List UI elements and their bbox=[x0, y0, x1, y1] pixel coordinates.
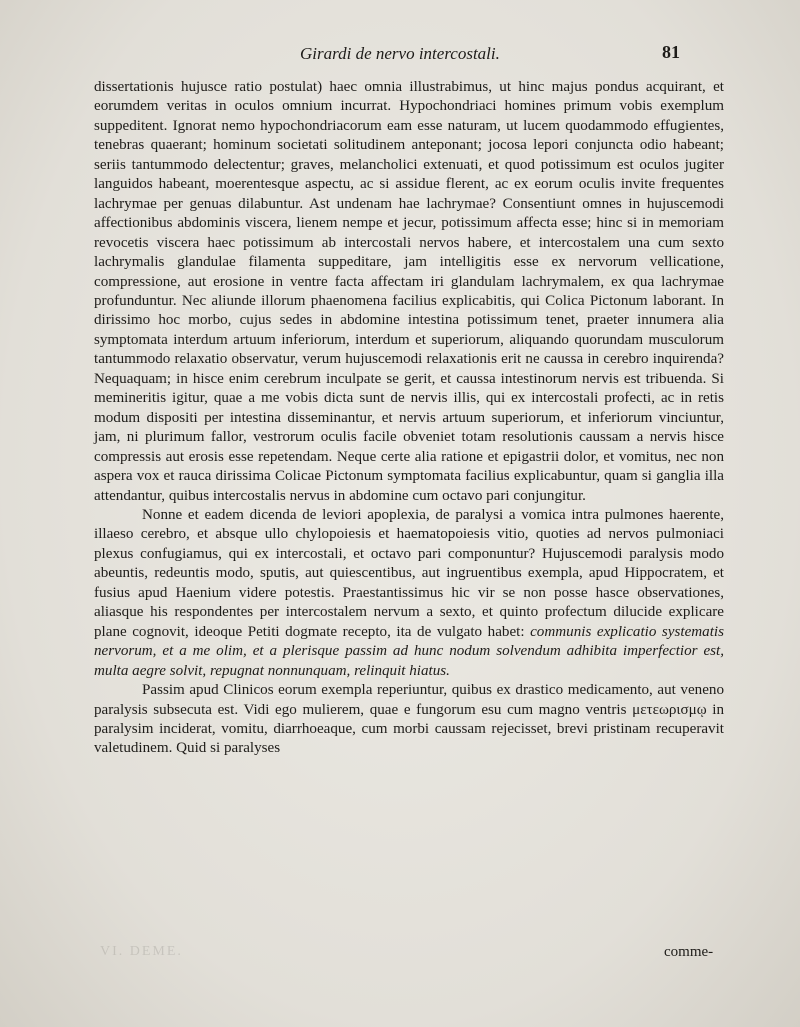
page-number: 81 bbox=[662, 42, 680, 62]
paragraph-text: Passim apud Clinicos eorum exempla reperiuntur, quibus ex drastico medicamento, aut veneno paralysis subsecuta est. Vidi ego mulierem, quae e fungorum esu cum magno ventris μετεωρισμῳ in paralysim inciderat, vomitu, diarrhoeaque, cum morbi caussam rejecisset, brevi pristinam recuperavit valetudinem. Quid si paralyses bbox=[94, 682, 724, 757]
catchword: comme- bbox=[664, 944, 714, 960]
paragraph-continuation bbox=[94, 78, 724, 506]
running-title: Girardi de nervo intercostali. bbox=[300, 44, 500, 63]
italic-quotation: communis explicatio systematis nervorum, et a me olim, et a plerisque passim ad hunc nodum solvendum adhibita imperfectior est, multa aegre solvit, repugnat nonnunquam, relinquit hiatus. bbox=[94, 623, 724, 679]
paragraph-text: Nonne et eadem dicenda de leviori apoplexia, de paralysi a vomica intra pulmones haerente, illaeso cerebro, et absque ullo chylopoiesis et haematopoiesis vitio, quoties ad nervos pulmoniaci plexus confugiamus, qui ex intercostali, et octavo pari componuntur? Hujuscemodi paralysis modo abeuntis, redeuntis modo, sputis, aut quiescentibus, aut ingruentibus exempla, apud Hippocratem, et fusius apud Haenium videre potestis. Praestantissimus hic vir se non posse hasce observationes, aliasque his respondentes per intercostalem nervum a sexto, et quinto profectum dilucide explicare plane cognovit, ideoque Petiti dogmate recepto, ita de vulgato habet: bbox=[94, 506, 724, 640]
paragraph-apoplexia bbox=[94, 506, 724, 681]
paragraph-text: dissertationis hujusce ratio postulat) haec omnia illustrabimus, ut hinc majus pondus acquirant, et eorumdem veritas in oculos omnium incurrat. Hypochondriaci homines primum vobis exemplum suppeditent. Ignorat nemo hypochondriacorum eam esse naturam, ut lucem quodammodo effugientes, tenebras quaerant; hominum societati solitudinem anteponant; jocosa lepori conjuncta odio habeant; seriis tantummodo delectentur; graves, melancholici extenuati, et quod potissimum est oculos jugiter languidos habeant, moerentesque aspectu, ac si assidue flerent, ac ex eorum oculis invite frequentes lachrymae per genuas dilabuntur. Ast undenam hae lachrymae? Consentiunt omnes in hujuscemodi affectionibus abdominis viscera, lienem nempe et jecur, potissimum affecta esse; hinc si in memoriam revocetis viscera haec potissimum ab intercostali nervos habere, et intercostalem una cum sexto lachrymalis glandulae filamenta suppeditare, jam intelligitis esse ex nervorum vellicatione, compressione, aut erosione in ventre facta affectam iri glandulam lachrymalem, ex qua lachrymae profunduntur. Nec aliunde illorum phaenomena facilius explicabitis, qui Colica Pictonum laborant. In dirissimo hoc morbo, cujus sedes in abdomine intestina potissimum tenet, praeter innumera alia symptomata interdum artuum inferiorum, interdum et superiorum, aliquando quorundam musculorum tantummodo relaxatio observatur, verum hujuscemodi relaxationis erit ne caussa in cerebro inquirenda? Nequaquam; in hisce enim cerebrum inculpate se gerit, et caussa intestinorum nervis est tribuenda. Si memineritis igitur, quae a me vobis dicta sunt de nervis illis, qui ex intercostali profecti, ac in retis modum dispositi per intestina disseminantur, et nervis artuum superiorum, et inferiorum vinciuntur, jam, ni plurimum fallor, vestrorum oculis facile obveniet totam resolutionis caussam a nervis hisce compressis aut erosis esse repetendam. Neque certe alia ratione et epigastrii dolor, et vomitus, nec non aspera vox et rauca dirissima Colicae Pictonum symptomata facilius explicabuntur, quam si ganglia illa attendantur, quibus intercostalis nervus in abdomine cum octavo pari conjungitur. bbox=[94, 79, 724, 504]
running-head bbox=[0, 44, 800, 68]
show-through-text: VI. DEME. bbox=[100, 944, 183, 959]
body-text bbox=[94, 78, 724, 759]
paragraph-clinici bbox=[94, 681, 724, 759]
